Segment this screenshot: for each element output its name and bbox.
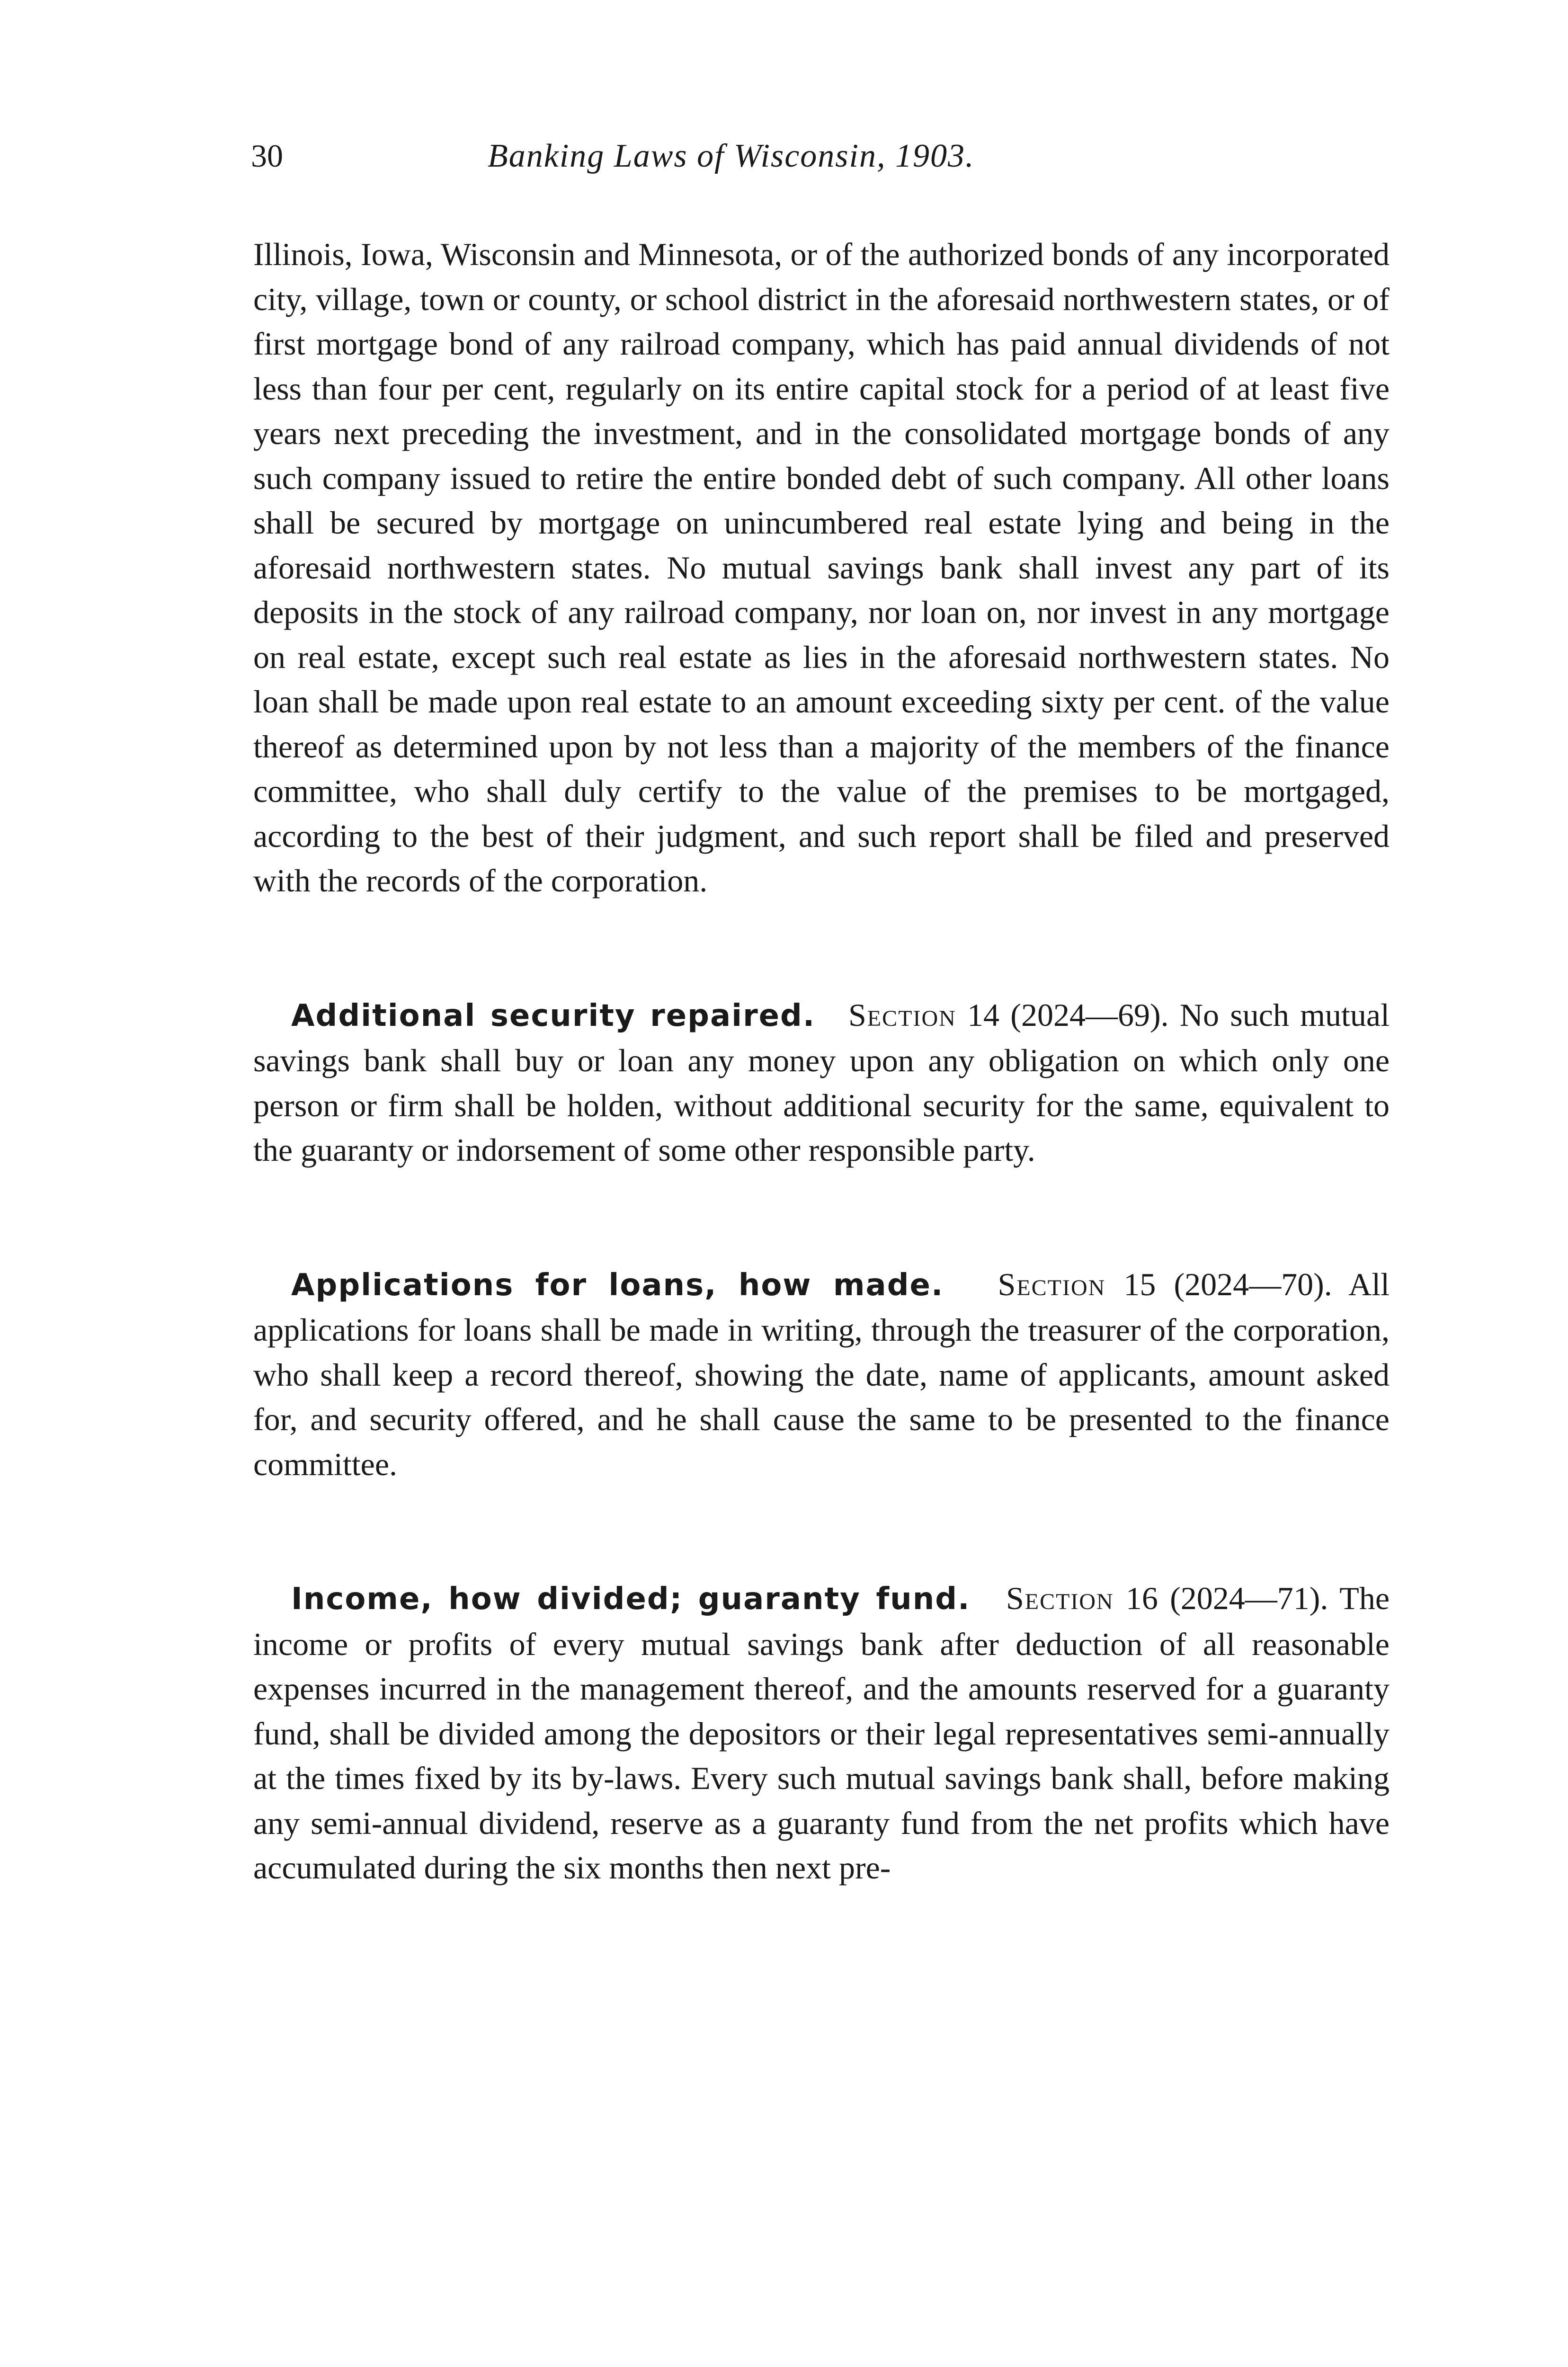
section-heading: Applications for loans, how made.: [291, 1267, 944, 1303]
section-heading: Additional security repaired.: [291, 998, 816, 1033]
section-word: Section: [1006, 1580, 1114, 1616]
paragraph-continued: [253, 232, 1390, 903]
section-ref: 14 (2024—69).: [967, 997, 1169, 1033]
section-14: [253, 993, 1390, 1173]
section-word: Section: [848, 997, 956, 1033]
paragraph-text: The income or profits of every mutual savings bank after deduction of all reasonable expenses incurred in the management thereof, and the amounts reserved for a guaranty fund, shall be divided among the depositors or their legal representatives semi-annually at the times fixed by its by-laws. Every such mutual savings bank shall, before making any semi-annual dividend, reserve as a guaranty fund from the net profits which have accumulated during the six months then next pre-: [253, 1580, 1390, 1886]
paragraph-text: All applications for loans shall be made in writing, through the treasurer of the corporation, who shall keep a record thereof, showing the date, name of applicants, amount asked for, and security offered, and he shall cause the same to be presented to the finance committee.: [253, 1266, 1390, 1482]
section-15: [253, 1262, 1390, 1487]
section-heading: Income, how divided; guaranty fund.: [291, 1582, 971, 1617]
paragraph-text: Illinois, Iowa, Wisconsin and Minnesota, or of the authorized bonds of any incorporated city, village, town or county, or school district in the aforesaid northwestern states, or of first mortgage bond of any railroad company, which has paid annual dividends of not less than four per cent, regularly on its entire capital stock for a period of at least five years next preceding the investment, and in the consolidated mortgage bonds of any such company issued to retire the entire bonded debt of such company. All other loans shall be secured by mortgage on unincumbered real estate lying and being in the aforesaid northwestern states. No mutual savings bank shall invest any part of its deposits in the stock of any railroad company, nor loan on, nor invest in any mortgage on real estate, except such real estate as lies in the aforesaid northwestern states. No loan shall be made upon real estate to an amount exceeding sixty per cent. of the value thereof as determined upon by not less than a majority of the members of the finance committee, who shall duly certify to the value of the premises to be mortgaged, according to the best of their judgment, and such report shall be filed and preserved with the records of the corporation.: [253, 236, 1390, 899]
section-word: Section: [998, 1266, 1106, 1302]
running-title: Banking Laws of Wisconsin, 1903.: [488, 138, 975, 174]
page-number: 30: [251, 138, 283, 174]
body-text: [253, 232, 1390, 1890]
section-ref: 15 (2024—70).: [1123, 1266, 1332, 1302]
running-head: [251, 137, 1373, 189]
section-ref: 16 (2024—71).: [1125, 1580, 1328, 1616]
section-16: [253, 1576, 1390, 1890]
paragraph-text: No such mutual savings bank shall buy or loan any money upon any obligation on which only one person or firm shall be holden, without additional security for the same, equivalent to the guaranty or indorsement of some other responsible party.: [253, 997, 1390, 1168]
